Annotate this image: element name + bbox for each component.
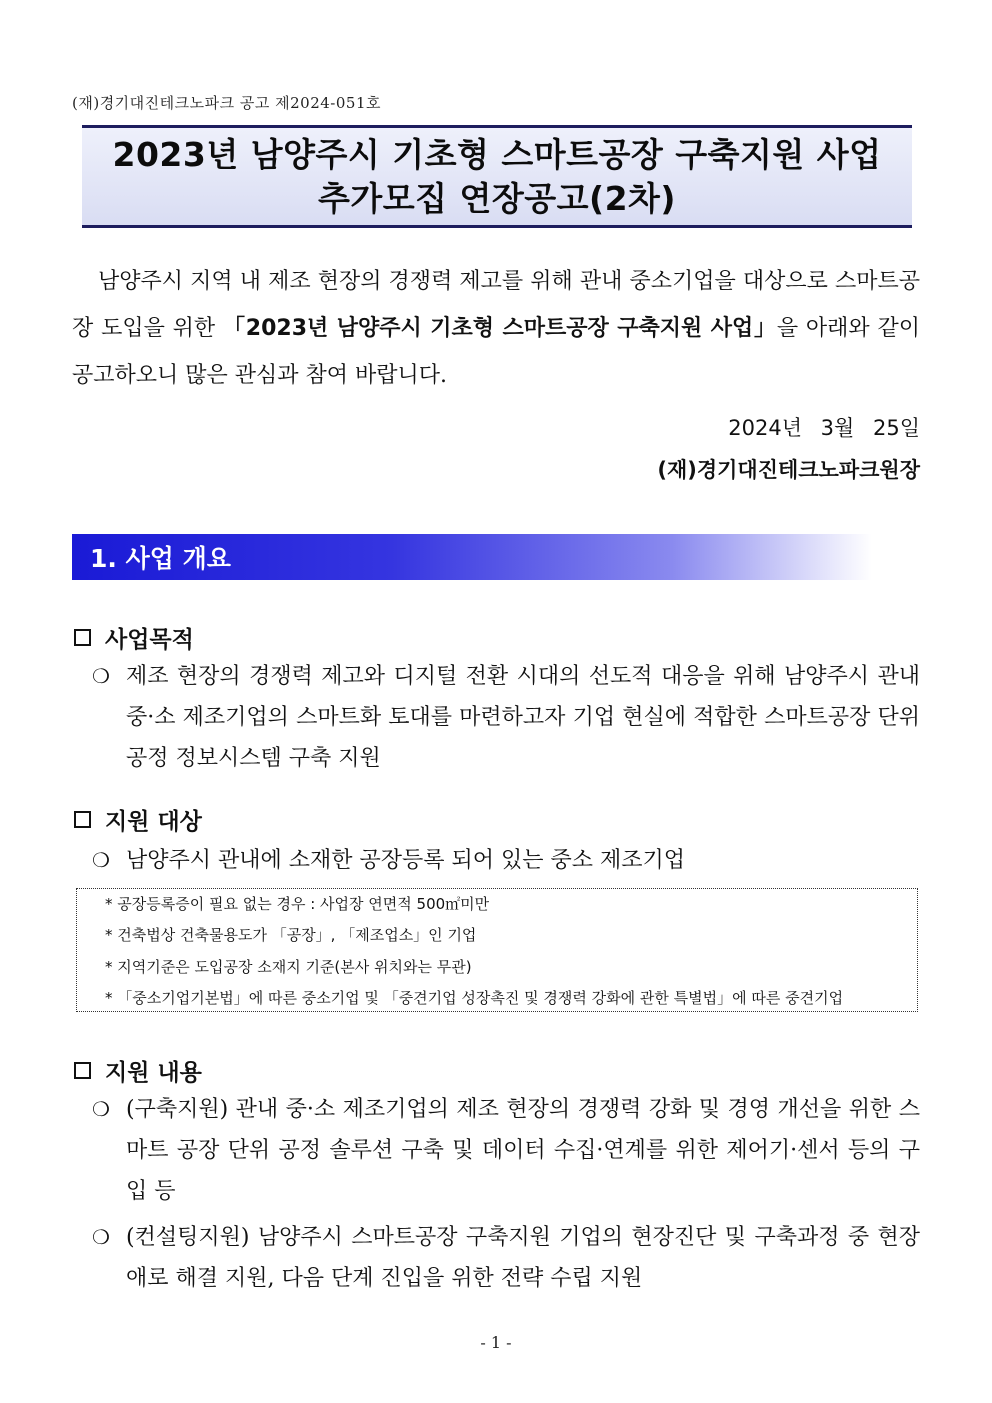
section-title: 1. 사업 개요 [90, 544, 231, 573]
intro-paragraph [72, 258, 920, 399]
content-heading-label: 지원 내용 [105, 1059, 202, 1086]
target-heading [74, 803, 202, 836]
checkbox-square-icon [74, 629, 91, 646]
target-note-1: * 공장등록증이 필요 없는 경우 : 사업장 연면적 500㎡미만 [105, 895, 490, 913]
purpose-heading-label: 사업목적 [105, 626, 194, 653]
intro-text-2: 을 아래와 같이 공고하오니 많은 관심과 참여 바랍니다. [72, 316, 921, 388]
target-note-4: * 「중소기업기본법」에 따른 중소기업 및 「중견기업 성장촉진 및 경쟁력 강화에 관한 특별법」에 따른 중견기업 [105, 989, 844, 1007]
target-note-2: * 건축법상 건축물용도가 「공장」, 「제조업소」인 기업 [105, 926, 477, 944]
intro-text-1: 남양주시 지역 내 제조 현장의 경쟁력 제고를 위해 관내 중소기업을 대상으로 스마트공장 도입을 위한 [72, 269, 920, 341]
purpose-text: 제조 현장의 경쟁력 제고와 디지털 전환 시대의 선도적 대응을 위해 남양주시 관내 중·소 제조기업의 스마트화 토대를 마련하고자 기업 현실에 적합한 스마트공장 단위 공정 정보시스템 구축 지원 [126, 664, 920, 771]
purpose-heading [74, 621, 194, 654]
circle-bullet-icon: ❍ [92, 1097, 110, 1121]
organization-name: (재)경기대진테크노파크원장 [657, 458, 920, 482]
content-text-1: (구축지원) 관내 중·소 제조기업의 제조 현장의 경쟁력 강화 및 경영 개선을 위한 스마트 공장 단위 공정 솔루션 구축 및 데이터 수집·연계를 위한 제어기·센서 등의 구입 등 [126, 1097, 920, 1204]
target-heading-label: 지원 대상 [105, 808, 202, 835]
title-line-1: 2023년 남양주시 기초형 스마트공장 구축지원 사업 [112, 134, 882, 174]
target-text: 남양주시 관내에 소재한 공장등록 되어 있는 중소 제조기업 [126, 848, 686, 873]
notice-number: (재)경기대진테크노파크 공고 제2024-051호 [72, 94, 381, 112]
content-heading [74, 1054, 202, 1087]
section-header [72, 534, 872, 580]
checkbox-square-icon [74, 1062, 91, 1079]
circle-bullet-icon: ❍ [92, 1225, 110, 1249]
target-note-3: * 지역기준은 도입공장 소재지 기준(본사 위치와는 무관) [105, 958, 472, 976]
intro-project-name: 「2023년 남양주시 기초형 스마트공장 구축지원 사업」 [222, 316, 777, 341]
announcement-date: 2024년 3월 25일 [728, 416, 920, 440]
checkbox-square-icon [74, 811, 91, 828]
title-box [82, 125, 912, 228]
target-item [92, 840, 920, 881]
content-item-1 [92, 1089, 920, 1212]
target-notes-box [76, 888, 918, 1012]
purpose-item [92, 656, 920, 779]
circle-bullet-icon: ❍ [92, 848, 110, 872]
title-line-2: 추가모집 연장공고(2차) [317, 178, 677, 218]
content-text-2: (컨설팅지원) 남양주시 스마트공장 구축지원 기업의 현장진단 및 구축과정 중 현장애로 해결 지원, 다음 단계 진입을 위한 전략 수립 지원 [126, 1225, 920, 1291]
circle-bullet-icon: ❍ [92, 664, 110, 688]
content-item-2 [92, 1217, 920, 1299]
page-number: - 1 - [480, 1333, 512, 1352]
